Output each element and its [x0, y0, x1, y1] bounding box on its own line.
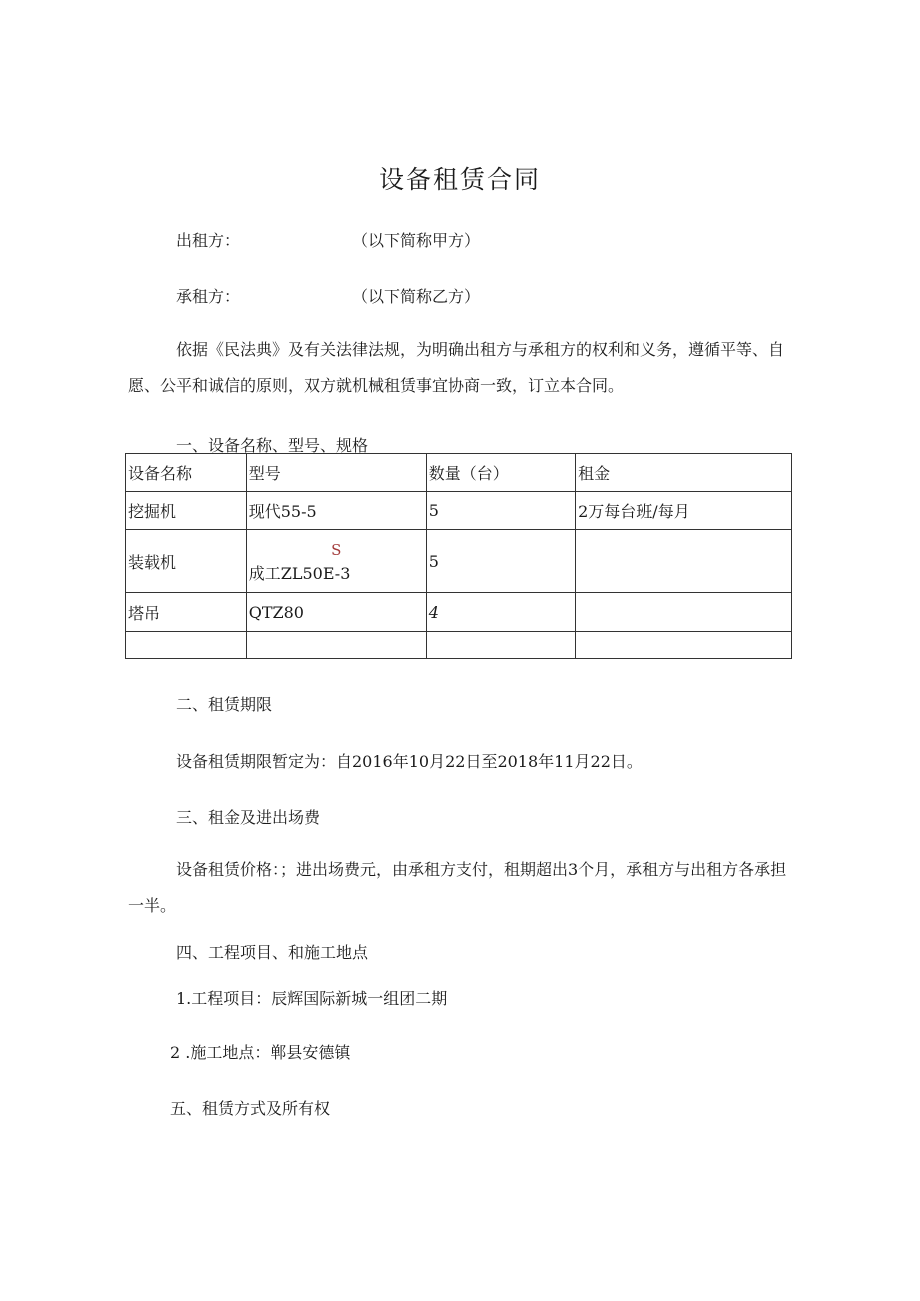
header-cell: 设备名称 [126, 454, 247, 492]
table-header-row [126, 454, 792, 492]
section2-heading: 二、租赁期限 [176, 695, 273, 714]
quantity-cell: 5 [426, 530, 575, 593]
section3-text: 设备租赁价格：；进出场费元，由承租方支付，租期超出3个月，承租方与出租方各承担一半。 [128, 860, 787, 915]
rent-cell: 2万每台班/每月 [576, 492, 792, 530]
preamble-paragraph: 依据《民法典》及有关法律法规，为明确出租方与承租方的权利和义务，遵循平等、自愿、公平和诚信的原则，双方就机械租赁事宜协商一致，订立本合同。 [128, 340, 785, 395]
section4-item-project: 1.工程项目：辰辉国际新城一组团二期 [176, 989, 448, 1008]
model-cell: QTZ80 [246, 593, 426, 632]
quantity-cell: 5 [426, 492, 575, 530]
section4-heading: 四、工程项目、和施工地点 [176, 943, 369, 962]
table-row [126, 593, 792, 632]
table-row [126, 632, 792, 659]
model-cell: 现代55-5 [246, 492, 426, 530]
table-row [126, 492, 792, 530]
header-cell: 型号 [246, 454, 426, 492]
lessor-note: （以下简称甲方） [352, 231, 481, 250]
model-text: 成工ZL50E-3 [248, 563, 351, 583]
equipment-name-cell: 塔吊 [126, 593, 247, 632]
header-cell: 数量（台） [426, 454, 575, 492]
quantity-cell: 4 [426, 593, 575, 632]
equipment-name-cell [126, 632, 247, 659]
lessee-label: 承租方： [176, 287, 241, 306]
document-title: 设备租赁合同 [378, 165, 541, 194]
table-row [126, 530, 792, 593]
equipment-name-cell: 挖掘机 [126, 492, 247, 530]
model-cell [246, 632, 426, 659]
model-cell [246, 530, 426, 593]
model-mark: S [331, 540, 342, 559]
equipment-name-cell: 装载机 [126, 530, 247, 593]
section3-heading: 三、租金及进出场费 [176, 808, 321, 827]
rent-cell [576, 632, 792, 659]
header-cell: 租金 [576, 454, 792, 492]
lessee-note: （以下简称乙方） [352, 287, 481, 306]
section1-heading: 一、设备名称、型号、规格 [176, 436, 369, 455]
section4-item-site: 2 .施工地点：郸县安德镇 [170, 1043, 351, 1062]
quantity-cell [426, 632, 575, 659]
section5-heading: 五、租赁方式及所有权 [170, 1099, 331, 1118]
section2-text: 设备租赁期限暂定为：自2016年10月22日至2018年11月22日。 [176, 752, 643, 771]
equipment-table [125, 453, 792, 659]
rent-cell [576, 593, 792, 632]
rent-cell [576, 530, 792, 593]
lessor-label: 出租方： [176, 231, 241, 250]
